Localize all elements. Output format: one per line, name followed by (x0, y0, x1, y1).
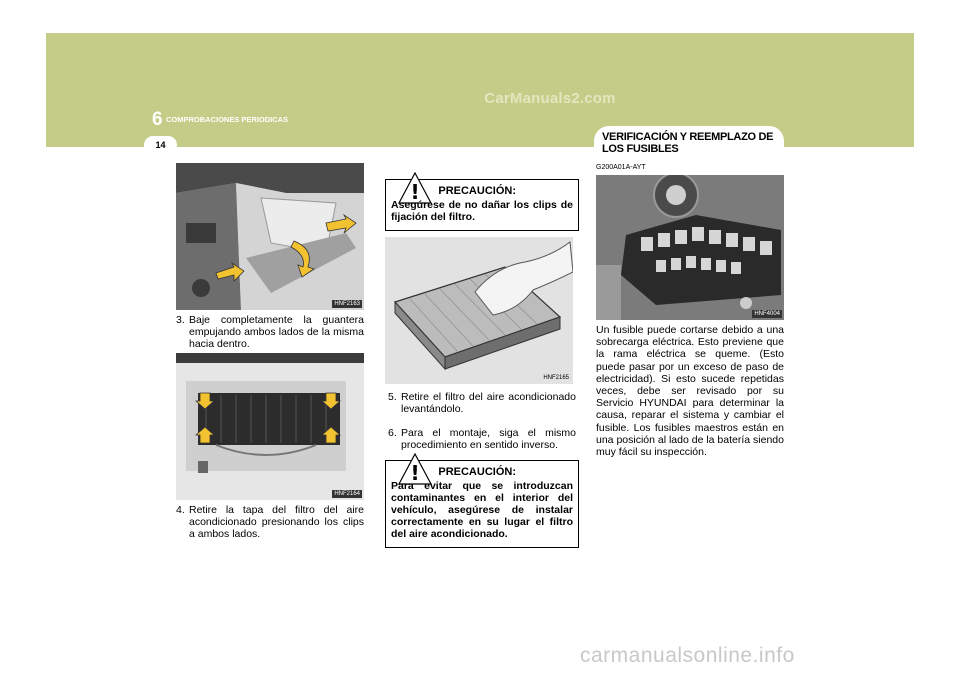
chapter-number: 6 (152, 109, 163, 130)
caution-heading: PRECAUCIÓN: (438, 185, 516, 197)
watermark-carmanuals2[interactable]: CarManuals2.com (484, 90, 616, 107)
step-5 (388, 391, 576, 415)
step-text: Baje completamente la guantera empujando ambos lados de la misma hacia dentro. (189, 314, 364, 350)
caution-box-2 (385, 460, 579, 548)
caution-box-1 (385, 179, 579, 231)
step-number: 6. (388, 427, 397, 439)
step-4 (176, 504, 364, 540)
step-text: Para el montaje, siga el mismo procedimiento en sentido inverso. (401, 427, 576, 451)
fuse-paragraph: Un fusible puede cortarse debido a una sobrecarga eléctrica. Esto previene que la rama eléctrica se queme. (Esto puede pasar por un exceso de paso de electricidad). Si esto sucede repetidas veces, debe ser revisado por su Servicio HYUNDAI para determinar la causa, reparar el sistema y cambiar el fusible. Los fusibles maestros están en una posición al lado de la batería siendo muy fácil su inspección. (596, 324, 784, 459)
reference-code: G200A01A-AYT (596, 164, 646, 171)
watermark-carmanualsonline[interactable]: carmanualsonline.info (580, 644, 795, 667)
step-number: 5. (388, 391, 397, 403)
filter-removal-illustration (385, 237, 573, 384)
step-3 (176, 314, 364, 350)
glovebox-photo (176, 163, 364, 310)
step-text: Retire la tapa del filtro del aire acondicionado presionando los clips a ambos lados. (189, 504, 364, 540)
caution-heading: PRECAUCIÓN: (438, 466, 516, 478)
step-text: Retire el filtro del aire acondicionado levantándolo. (401, 391, 576, 415)
caution-text: Para evitar que se introduzcan contaminantes en el interior del vehículo, asegúrese de instalar correctamente en su lugar el filtro del aire acondicionado. (391, 480, 573, 540)
step-number: 3. (176, 314, 185, 326)
section-title: VERIFICACIÓN Y REEMPLAZO DE LOS FUSIBLES (602, 131, 774, 155)
fuse-box-photo (596, 175, 784, 320)
svg-text:!: ! (410, 461, 420, 485)
chapter-title: COMPROBACIONES PERIODICAS (166, 115, 289, 124)
step-number: 4. (176, 504, 185, 516)
step-6 (388, 427, 576, 451)
figure-code: HNF2165 (543, 375, 569, 381)
svg-text:!: ! (410, 180, 420, 204)
filter-cover-photo (176, 353, 364, 500)
figure-code: HNF4004 (754, 311, 780, 317)
figure-code: HNF2164 (334, 491, 360, 497)
caution-text: Asegúrese de no dañar los clips de fijación del filtro. (391, 199, 573, 223)
figure-code: HNF2163 (334, 301, 360, 307)
page-number: 14 (144, 136, 177, 154)
